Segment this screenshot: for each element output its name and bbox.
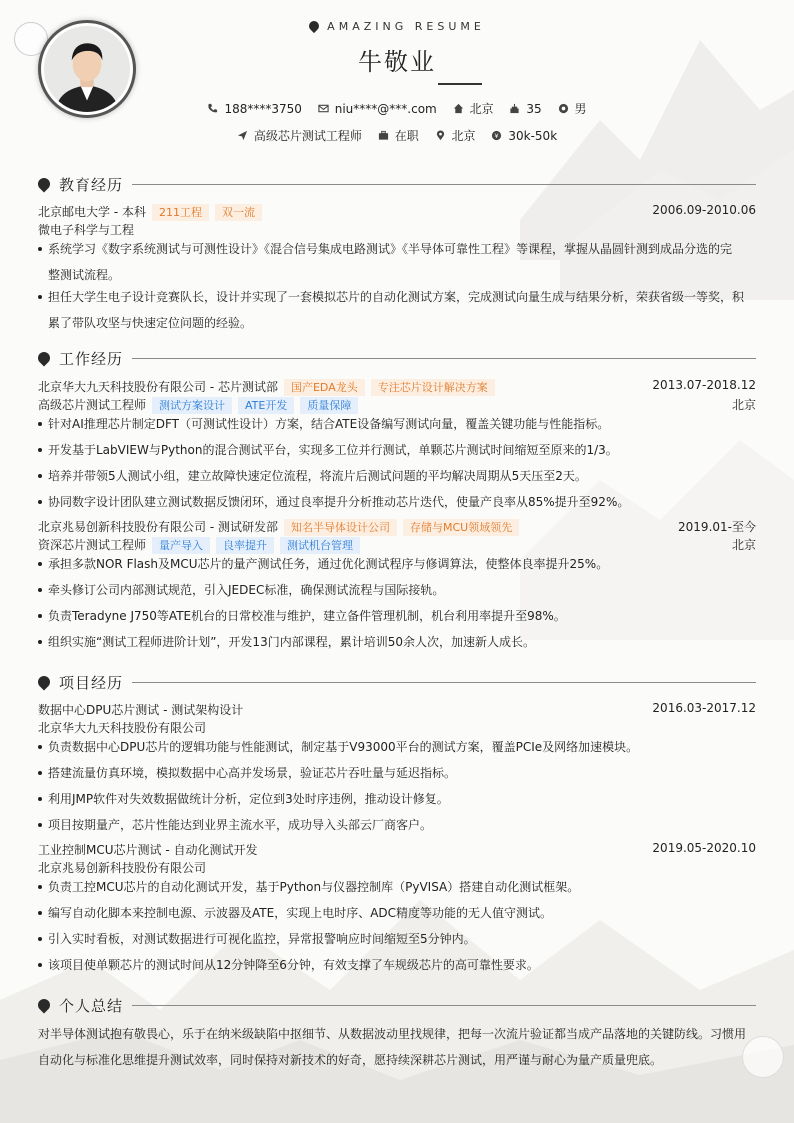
home-icon: [453, 103, 464, 114]
work-section-header: 工作经历: [38, 348, 756, 368]
gender-icon: [558, 103, 569, 114]
name-divider: [438, 83, 482, 85]
age-icon: [509, 103, 520, 114]
hometown-item: 北京: [453, 100, 494, 117]
candidate-name: 牛敬业: [358, 48, 436, 76]
work-bullet: 针对AI推理芯片制定DFT（可测试性设计）方案，结合ATE设备编写测试向量，覆盖关键功能与性能指标。: [38, 411, 756, 437]
role-tag: 良率提升: [216, 537, 274, 554]
education-major: 微电子科学与工程: [38, 223, 135, 237]
phone-icon: [207, 103, 218, 114]
school-tag: 双一流: [215, 204, 262, 221]
location-icon: [435, 130, 446, 141]
send-icon: [237, 130, 248, 141]
work-bullet: 负责Teradyne J750等ATE机台的日常校准与维护，建立备件管理机制，机台利用率提升至98%。: [38, 603, 756, 629]
ink-drop-icon: [36, 997, 53, 1014]
work-location: 北京: [731, 398, 756, 412]
project-date: 2019.05-2020.10: [652, 841, 756, 855]
role-tag: ATE开发: [238, 397, 294, 414]
city-item: 北京: [435, 127, 476, 144]
company-tag: 专注芯片设计解决方案: [371, 379, 495, 396]
education-bullet: 系统学习《数字系统测试与可测性设计》《混合信号集成电路测试》《半导体可靠性工程》等课程，掌握从晶圆针测到成品分选的完 整测试流程。: [38, 236, 756, 288]
company-tag: 国产EDA龙头: [284, 379, 365, 396]
project-bullet: 负责工控MCU芯片的自动化测试开发，基于Python与仪器控制库（PyVISA）搭建自动化测试框架。: [38, 874, 756, 900]
education-date: 2006.09-2010.06: [652, 203, 756, 217]
project-date: 2016.03-2017.12: [652, 701, 756, 715]
mail-icon: [318, 103, 329, 114]
project-bullet: 利用JMP软件对失效数据做统计分析，定位到3处时序违例，推动设计修复。: [38, 786, 756, 812]
decorative-circle: [742, 1036, 784, 1078]
project-org: 北京兆易创新科技股份有限公司: [38, 861, 207, 875]
work-bullet: 牵头修订公司内部测试规范，引入JEDEC标准，确保测试流程与国际接轨。: [38, 577, 756, 603]
education-bullet: 担任大学生电子设计竞赛队长，设计并实现了一套模拟芯片的自动化测试方案，完成测试向量生成与结果分析，荣获省级一等奖，积 累了带队攻坚与快速定位问题的经验。: [38, 284, 756, 336]
work-bullet: 培养并带领5人测试小组，建立故障快速定位流程，将流片后测试问题的平均解决周期从5天压至2天。: [38, 463, 756, 489]
salary-item: ¥ 30k-50k: [491, 129, 557, 143]
role-tag: 质量保障: [300, 397, 358, 414]
role-tag: 量产导入: [152, 537, 210, 554]
phone-item: 188****3750: [207, 102, 301, 116]
project-bullet: 搭建流量仿真环境，模拟数据中心高并发场景，验证芯片吞吐量与延迟指标。: [38, 760, 756, 786]
project-bullet: 引入实时看板，对测试数据进行可视化监控，异常报警响应时间缩短至5分钟内。: [38, 926, 756, 952]
ink-drop-icon: [36, 350, 53, 367]
project-bullet: 项目按期量产，芯片性能达到业界主流水平，成功导入头部云厂商客户。: [38, 812, 756, 838]
email-item: niu****@***.com: [318, 102, 437, 116]
work-date: 2019.01-至今: [678, 520, 756, 534]
role-tag: 测试机台管理: [280, 537, 360, 554]
salary-icon: [491, 130, 502, 141]
work-company-line: 北京华大九天科技股份有限公司 - 芯片测试部 国产EDA龙头 专注芯片设计解决方案: [38, 378, 495, 396]
work-bullet: 开发基于LabVIEW与Python的混合测试平台，实现多工位并行测试，单颗芯片测试时间缩短至原来的1/3。: [38, 437, 756, 463]
briefcase-icon: [378, 130, 389, 141]
project-bullet: 负责数据中心DPU芯片的逻辑功能与性能测试，制定基于V93000平台的测试方案，覆盖PCIe及网络加速模块。: [38, 734, 756, 760]
work-role-line: 高级芯片测试工程师 测试方案设计 ATE开发 质量保障: [38, 396, 358, 414]
project-bullet: 该项目使单颗芯片的测试时间从12分钟降至6分钟，有效支撑了车规级芯片的高可靠性要求。: [38, 952, 756, 978]
resume-tagline: AMAZING RESUME: [0, 20, 794, 33]
summary-section-header: 个人总结: [38, 995, 756, 1015]
ink-drop-icon: [36, 176, 53, 193]
project-title: 数据中心DPU芯片测试 - 测试架构设计: [38, 703, 244, 717]
project-title: 工业控制MCU芯片测试 - 自动化测试开发: [38, 843, 258, 857]
ink-drop-icon: [307, 19, 321, 33]
gender-item: 男: [558, 100, 587, 117]
school-tag: 211工程: [152, 204, 209, 221]
age-item: 35: [509, 102, 541, 116]
work-company-line: 北京兆易创新科技股份有限公司 - 测试研发部 知名半导体设计公司 存储与MCU领域领先: [38, 518, 519, 536]
work-role-line: 资深芯片测试工程师 量产导入 良率提升 测试机台管理: [38, 536, 360, 554]
ink-drop-icon: [36, 674, 53, 691]
education-section-header: 教育经历: [38, 174, 756, 194]
project-bullet: 编写自动化脚本来控制电源、示波器及ATE，实现上电时序、ADC精度等功能的无人值守测试。: [38, 900, 756, 926]
contact-row: [0, 100, 794, 117]
role-tag: 测试方案设计: [152, 397, 232, 414]
project-org: 北京华大九天科技股份有限公司: [38, 721, 207, 735]
job-target-item: 高级芯片测试工程师: [237, 127, 362, 144]
job-status-item: 在职: [378, 127, 419, 144]
work-bullet: 组织实施“测试工程师进阶计划”，开发13门内部课程，累计培训50余人次，加速新人成长。: [38, 629, 756, 655]
education-school-line: 北京邮电大学 - 本科 211工程 双一流: [38, 203, 262, 221]
svg-text:¥: ¥: [494, 131, 499, 140]
job-intent-row: [0, 127, 794, 144]
summary-text: 对半导体测试抱有敬畏心，乐于在纳米级缺陷中抠细节、从数据波动里找规律，把每一次流片验证都当成产品落地的关键防线。习惯用 自动化与标准化思维提升测试效率，同时保持对新技术的好奇，愿持续深耕芯片测试，用严谨与耐心为量产质量兜底。: [38, 1027, 747, 1067]
company-tag: 知名半导体设计公司: [284, 519, 397, 536]
work-location: 北京: [731, 538, 756, 552]
work-bullet: 承担多款NOR Flash及MCU芯片的量产测试任务，通过优化测试程序与修调算法，使整体良率提升25%。: [38, 551, 756, 577]
work-bullet: 协同数字设计团队建立测试数据反馈闭环，通过良率提升分析推动芯片迭代，使量产良率从85%提升至92%。: [38, 489, 756, 515]
projects-section-header: 项目经历: [38, 672, 756, 692]
work-date: 2013.07-2018.12: [652, 378, 756, 392]
company-tag: 存储与MCU领域领先: [403, 519, 519, 536]
